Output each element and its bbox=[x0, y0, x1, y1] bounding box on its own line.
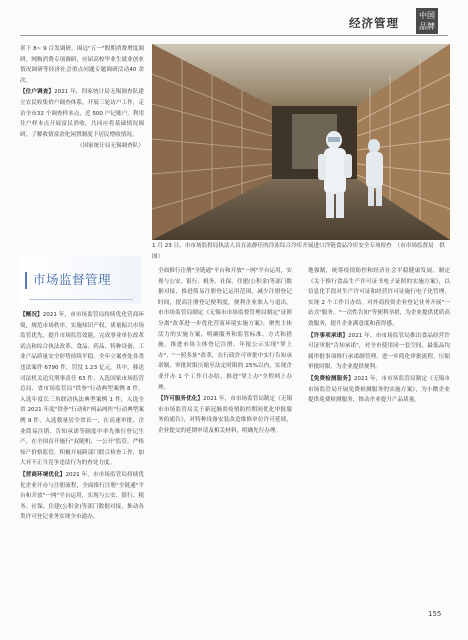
household-survey-heading: 【住户调查】 bbox=[20, 89, 55, 96]
commitment-heading: 【许事项承诺】 bbox=[308, 332, 349, 339]
free-testing-heading: 【免费检测服务】 bbox=[308, 375, 354, 382]
section-heading-accent bbox=[25, 272, 27, 289]
free-testing-paragraph bbox=[308, 374, 450, 406]
household-survey-paragraph bbox=[20, 87, 144, 140]
column-1 bbox=[20, 310, 144, 523]
magazine-logo bbox=[416, 8, 438, 34]
business-env-text: 2021 年，市市场监管局持续优化企业开办与注册流程，全面推行注册"全链通"平台和开放"一网"平台运用，实现与公安、银行、税务、社保、住建(公积金)等部门数据对接，推动各类许可登记业务实现全市通办。 bbox=[20, 471, 144, 521]
intro-paragraph: 率下 8~ 9 百发调研，围远"五一"假期消费增度调研，网购消费专项调研，应届高校毕业生就业创业情况调研等经济社会重点问题专题调研活动40 余次。 bbox=[20, 46, 144, 84]
column-2 bbox=[158, 266, 292, 437]
intro-signature: （国家统计局无锡调查队） bbox=[76, 143, 144, 150]
commitment-paragraph bbox=[308, 331, 450, 373]
section-heading-underline bbox=[29, 299, 133, 300]
overview-paragraph bbox=[20, 310, 144, 469]
logo-text-bottom: 品牌 bbox=[419, 22, 435, 31]
section-heading-box bbox=[21, 256, 141, 304]
registration-paragraph: 全面推行注册"全链通"平台和开放"一网"平台运用，实现与公安、银行、税务、社保、住建(公积金)等部门数据对接，推进简易注册登记运用范围，减少注册登记时间，提高注册登记便利度，便利企业准入与退出。市市场监管局制定《无锡市市场监督管理局制定"证照分离"改革进一步优化营商环境实施方案》，聚焦主体活力的实施方案，明确服务和监管标准、方式和措施，推进市场主体登记注册、年报公示实现"掌上办"，"一照多址"改革，在行政许可审批中实行告知承诺制，审批时限压缩至法定时限的 25%以内，实现企业开办 1 个工作日办结，推进"掌上办"全程网上办理。 bbox=[158, 268, 292, 391]
license-service-text: 2021 年，市市场监管局制定《无锡市市场监管局关于新冠肺炎疫情防控期间优化审批服务的通告》，对特种设备安装改造维修单位许可延续，企业提交的延期申请及相关材料，明确先行办理。 bbox=[158, 396, 292, 434]
digital-license-paragraph: 地强制，统筹疫情防控和经济社会平稳健康发展。制定《关于推行食品生产许可证书电子证照的实施方案》，以信息化手段对生产许可证和经营许可证施行电子化管理，实现 2 个工作日办结。对外商投资企业登记业务开展"一站式"服务、"一次性告知"等便利举措，为企业提供优质高效服务，提升企业满意度和获得感。 bbox=[308, 268, 450, 327]
license-service-paragraph bbox=[158, 394, 292, 436]
overview-text: 2021 年，市市场监管局持续优化营商环境，规范市场秩序，实施知识产权，质量振兴市场监管优先，提升市场监管效能，完成事业单位改革试点和综合执法改革、食品、药品、特种设备、工业产品质量安全形势持续平稳。全年立案查处各类违法案件 6790 件，罚没 1.23 亿元。其中，移送司法机关追究刑事责任 63 件，入选国家市场监管总局、省市场监管局"铁拳"行动典型案例 8 件，入选年度长三角联动执法典型案例 1 件，入选全省 2021 年度"铁拳"行动和"两品两医"行动典型案例 9 件，入选数量居全省首一，在高速审批、企业简易注销、告知承诺等制度中率先推行登记生产，在全国首开施行"双随机、一公开"监管，严格知产价格监管，积极开展跨部门联合检查工作，加大对不正当竞争违法行为的查处力度。 bbox=[20, 312, 144, 467]
section-heading-title: 市场监督管理 bbox=[33, 272, 112, 287]
header-rule bbox=[20, 35, 448, 36]
commitment-text: 2021 年，市市场监管局推出食品经营许可证审批"告知承诺"，对全市使用同一套空间，最低品均属审批事项推行承诺制管理，进一步简化审批流程，压缩审批时限，为企业提供便利。 bbox=[308, 332, 450, 371]
license-service-heading: 【许可服务优化】 bbox=[158, 396, 203, 403]
business-env-heading: 【营商环境优化】 bbox=[20, 471, 66, 478]
photo-illustration bbox=[152, 44, 450, 240]
photo-caption: 1 月 23 日，市市场监督局执法人员在冻静佳肉冷冻综合冷库开展进口冷链食品冷库安全专项检查 （市市场监督局 供图） bbox=[152, 243, 445, 260]
logo-text-top: 中国 bbox=[419, 11, 435, 20]
page-number: 155 bbox=[428, 610, 442, 618]
running-header-title: 经济管理 bbox=[349, 16, 399, 30]
free-testing-text: 2021 年，市市场监管局制定《无锡市市场监管局开展免费检测服务的实施方案》，为小微企业提供免费检测服务，推动企业提升产品质量。 bbox=[308, 375, 450, 404]
business-env-paragraph bbox=[20, 470, 144, 523]
cold-storage-photo bbox=[152, 44, 450, 240]
household-survey-text: 2021 年，四家统计局无锡调查队建立农民收集价户调查体系，开展三轮访户工作，走访全市32 个调查样本点，近 500 户记账户。利用住户样本点开展富民消收，共同应将基础情况调研，了解收情富余化闲置制度下居民增收情况。 bbox=[20, 89, 144, 138]
column-3 bbox=[308, 266, 450, 406]
intro-column bbox=[20, 44, 144, 152]
overview-heading: 【概况】 bbox=[20, 312, 43, 318]
